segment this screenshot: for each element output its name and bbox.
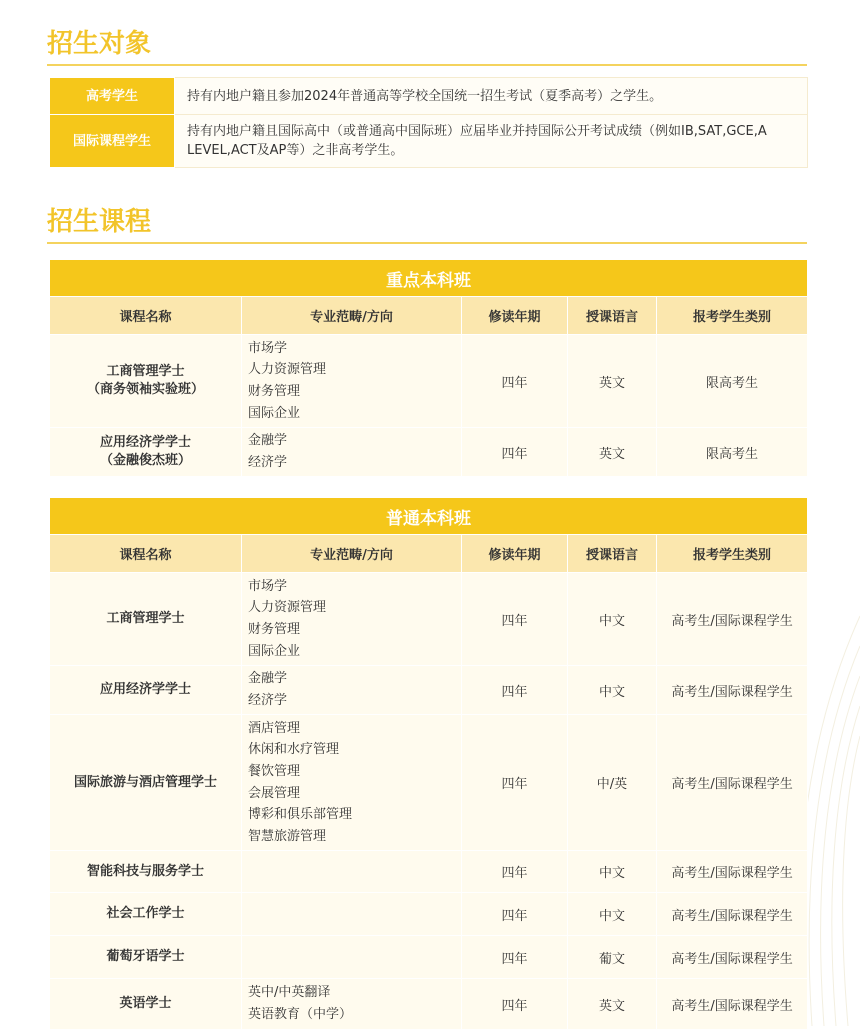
major-item: 人力资源管理 bbox=[248, 362, 327, 378]
teaching-language: 英文 bbox=[568, 979, 657, 1030]
course-name-line: 工商管理学士 bbox=[106, 364, 185, 379]
header-teaching-language: 授课语言 bbox=[568, 297, 657, 335]
header-major-scope: 专业范畴/方向 bbox=[242, 297, 462, 335]
header-major-scope: 专业范畴/方向 bbox=[242, 535, 462, 573]
course-name-line: 应用经济学学士 bbox=[99, 435, 191, 450]
major-scope bbox=[242, 715, 462, 851]
major-scope bbox=[242, 851, 462, 893]
major-item: 市场学 bbox=[248, 340, 288, 356]
student-category: 高考生/国际课程学生 bbox=[657, 936, 808, 979]
study-years: 四年 bbox=[462, 666, 568, 715]
course-name-line: 英语学士 bbox=[119, 996, 172, 1011]
major-item: 博彩和俱乐部管理 bbox=[248, 807, 353, 823]
major-item: 财务管理 bbox=[248, 384, 301, 399]
teaching-language: 中文 bbox=[568, 666, 657, 715]
student-category: 高考生/国际课程学生 bbox=[657, 851, 808, 893]
course-name bbox=[50, 666, 242, 715]
major-item: 财务管理 bbox=[248, 622, 301, 637]
course-name-line: 国际旅游与酒店管理学士 bbox=[73, 774, 217, 790]
major-item: 金融学 bbox=[248, 433, 288, 449]
course-row bbox=[50, 335, 808, 428]
teaching-language: 中/英 bbox=[568, 715, 657, 851]
major-scope bbox=[242, 335, 462, 428]
major-item: 会展管理 bbox=[248, 785, 301, 801]
course-name bbox=[50, 979, 242, 1030]
key-program-title: 重点本科班 bbox=[50, 260, 808, 297]
header-teaching-language: 授课语言 bbox=[568, 535, 657, 573]
student-category: 高考生/国际课程学生 bbox=[657, 979, 808, 1030]
student-category: 高考生/国际课程学生 bbox=[657, 666, 808, 715]
course-name-line: 应用经济学学士 bbox=[99, 682, 191, 697]
major-item: 餐饮管理 bbox=[248, 763, 301, 779]
major-scope bbox=[242, 936, 462, 979]
admission-target-title: 招生对象 bbox=[47, 29, 152, 59]
course-row bbox=[50, 893, 808, 936]
course-name-line: 智能科技与服务学士 bbox=[86, 863, 204, 879]
target-row-gaokao bbox=[50, 78, 808, 115]
major-item: 国际企业 bbox=[248, 643, 301, 659]
key-program-header-row bbox=[50, 297, 808, 335]
major-item: 市场学 bbox=[248, 578, 288, 594]
study-years: 四年 bbox=[462, 893, 568, 936]
target-label: 高考学生 bbox=[50, 78, 175, 115]
course-name-line: 葡萄牙语学士 bbox=[106, 949, 185, 964]
course-name bbox=[50, 428, 242, 477]
major-item: 经济学 bbox=[248, 693, 288, 708]
course-row bbox=[50, 573, 808, 666]
course-name bbox=[50, 573, 242, 666]
major-item: 经济学 bbox=[248, 455, 288, 470]
study-years: 四年 bbox=[462, 979, 568, 1030]
target-text: 持有内地户籍且参加2024年普通高等学校全国统一招生考试（夏季高考）之学生。 bbox=[175, 78, 808, 115]
general-program-header-row bbox=[50, 535, 808, 573]
target-text: 持有内地户籍且国际高中（或普通高中国际班）应届毕业并持国际公开考试成绩（例如IB,SAT,GCE,A LEVEL,ACT及AP等）之非高考学生。 bbox=[175, 115, 808, 168]
general-program-table bbox=[49, 497, 808, 1030]
course-name bbox=[50, 936, 242, 979]
course-name bbox=[50, 851, 242, 893]
target-row-international bbox=[50, 115, 808, 168]
course-name bbox=[50, 893, 242, 936]
teaching-language: 中文 bbox=[568, 851, 657, 893]
major-item: 英中/中英翻译 bbox=[248, 985, 331, 1001]
header-course-name: 课程名称 bbox=[50, 297, 242, 335]
header-student-category: 报考学生类别 bbox=[657, 297, 808, 335]
course-row bbox=[50, 979, 808, 1030]
teaching-language: 英文 bbox=[568, 335, 657, 428]
header-course-name: 课程名称 bbox=[50, 535, 242, 573]
study-years: 四年 bbox=[462, 715, 568, 851]
courses-rule bbox=[47, 242, 807, 244]
header-student-category: 报考学生类别 bbox=[657, 535, 808, 573]
major-scope bbox=[242, 428, 462, 477]
course-name-line: 工商管理学士 bbox=[106, 611, 185, 626]
major-scope bbox=[242, 893, 462, 936]
major-item: 人力资源管理 bbox=[248, 600, 327, 616]
course-row bbox=[50, 851, 808, 893]
header-study-years: 修读年期 bbox=[462, 297, 568, 335]
admission-target-table bbox=[49, 77, 808, 168]
course-row bbox=[50, 666, 808, 715]
major-scope bbox=[242, 573, 462, 666]
course-name bbox=[50, 335, 242, 428]
teaching-language: 中文 bbox=[568, 893, 657, 936]
general-program-title: 普通本科班 bbox=[50, 498, 808, 535]
header-study-years: 修读年期 bbox=[462, 535, 568, 573]
student-category: 高考生/国际课程学生 bbox=[657, 893, 808, 936]
course-row bbox=[50, 715, 808, 851]
study-years: 四年 bbox=[462, 573, 568, 666]
teaching-language: 葡文 bbox=[568, 936, 657, 979]
teaching-language: 英文 bbox=[568, 428, 657, 477]
study-years: 四年 bbox=[462, 851, 568, 893]
course-name bbox=[50, 715, 242, 851]
student-category: 高考生/国际课程学生 bbox=[657, 573, 808, 666]
major-item: 酒店管理 bbox=[248, 720, 301, 736]
major-item: 智慧旅游管理 bbox=[248, 828, 327, 844]
course-name-line: 社会工作学士 bbox=[106, 906, 185, 921]
courses-title: 招生课程 bbox=[47, 207, 152, 237]
admission-target-rule bbox=[47, 64, 807, 66]
student-category: 高考生/国际课程学生 bbox=[657, 715, 808, 851]
target-label: 国际课程学生 bbox=[50, 115, 175, 168]
student-category: 限高考生 bbox=[657, 335, 808, 428]
major-item: 英语教育（中学） bbox=[248, 1007, 353, 1022]
major-scope bbox=[242, 666, 462, 715]
student-category: 限高考生 bbox=[657, 428, 808, 477]
course-name-line: （金融俊杰班） bbox=[99, 453, 191, 468]
major-scope bbox=[242, 979, 462, 1030]
course-name-line: （商务领袖实验班） bbox=[86, 382, 204, 397]
major-item: 国际企业 bbox=[248, 405, 301, 421]
major-item: 休闲和水疗管理 bbox=[248, 742, 340, 758]
major-item: 金融学 bbox=[248, 671, 288, 687]
course-row bbox=[50, 936, 808, 979]
key-program-table bbox=[49, 259, 808, 477]
teaching-language: 中文 bbox=[568, 573, 657, 666]
course-row bbox=[50, 428, 808, 477]
study-years: 四年 bbox=[462, 335, 568, 428]
study-years: 四年 bbox=[462, 428, 568, 477]
study-years: 四年 bbox=[462, 936, 568, 979]
